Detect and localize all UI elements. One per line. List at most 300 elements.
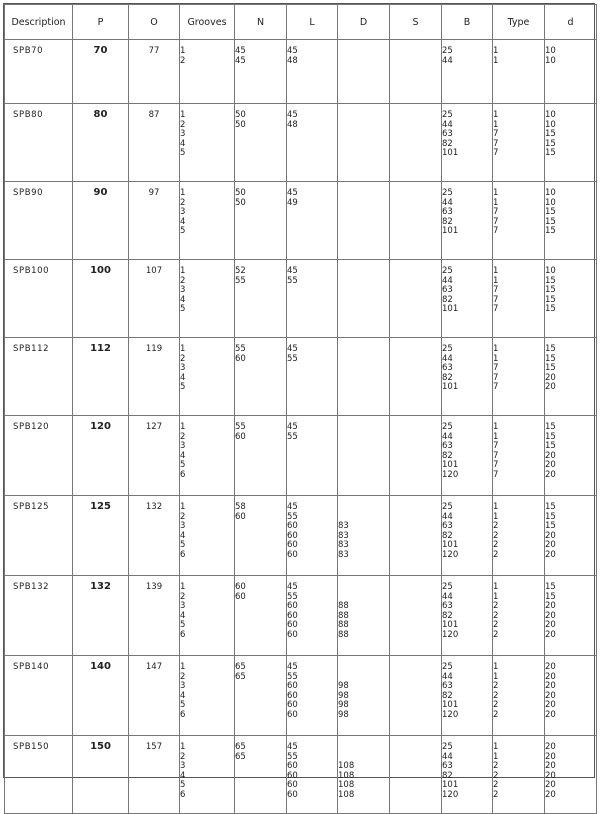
p-cell: 90 bbox=[73, 182, 129, 260]
grooves-cell-value: 3 bbox=[180, 601, 186, 612]
d-lower-cell-value: 15 bbox=[545, 353, 556, 364]
d-lower-cell bbox=[545, 40, 597, 104]
type-cell-value: 7 bbox=[493, 138, 499, 149]
description-cell: SPB125 bbox=[5, 496, 73, 576]
d-upper-cell-value: 88 bbox=[338, 629, 349, 640]
b-cell-value: 44 bbox=[442, 591, 453, 602]
d-upper-cell bbox=[338, 338, 390, 416]
n-cell-value: 55 bbox=[235, 422, 246, 432]
o-cell: 119 bbox=[129, 338, 180, 416]
o-cell: 132 bbox=[129, 496, 180, 576]
type-cell-value: 2 bbox=[493, 709, 499, 720]
type-cell-value: 2 bbox=[493, 690, 499, 701]
grooves-cell-value: 6 bbox=[180, 469, 186, 480]
b-cell-value: 44 bbox=[442, 197, 453, 208]
type-cell-value: 7 bbox=[493, 207, 499, 218]
b-cell-value: 44 bbox=[442, 119, 453, 130]
l-cell-value: 45 bbox=[287, 662, 298, 672]
l-cell bbox=[287, 416, 338, 496]
o-cell: 157 bbox=[129, 736, 180, 814]
d-lower-cell-value: 15 bbox=[545, 285, 556, 296]
d-upper-cell-value: 98 bbox=[338, 681, 349, 692]
d-lower-cell-value: 10 bbox=[545, 46, 556, 56]
d-lower-cell-value: 20 bbox=[545, 770, 556, 781]
d-lower-cell-value: 20 bbox=[545, 671, 556, 682]
description-cell: SPB90 bbox=[5, 182, 73, 260]
d-upper-cell-value: 88 bbox=[338, 610, 349, 621]
d-lower-cell-value: 20 bbox=[545, 709, 556, 720]
b-cell-value: 63 bbox=[442, 363, 453, 374]
n-cell bbox=[235, 182, 287, 260]
b-cell-value: 101 bbox=[442, 780, 459, 791]
s-cell bbox=[390, 338, 442, 416]
b-cell-value: 63 bbox=[442, 285, 453, 296]
n-cell-value: 50 bbox=[235, 110, 246, 120]
d-lower-cell-value: 15 bbox=[545, 521, 556, 532]
l-cell-value: 60 bbox=[287, 521, 298, 532]
type-cell-value: 7 bbox=[493, 226, 499, 237]
l-cell-value: 60 bbox=[287, 549, 298, 560]
b-cell-value: 63 bbox=[442, 129, 453, 140]
d-lower-cell-value: 15 bbox=[545, 148, 556, 159]
l-cell-value: 60 bbox=[287, 620, 298, 631]
p-cell: 70 bbox=[73, 40, 129, 104]
table-row bbox=[5, 260, 597, 338]
b-cell-value: 25 bbox=[442, 188, 453, 198]
d-upper-cell-value: 83 bbox=[338, 540, 349, 551]
grooves-cell-value: 1 bbox=[180, 188, 186, 198]
d-upper-cell-value: 108 bbox=[338, 761, 355, 772]
header-row bbox=[5, 5, 597, 40]
n-cell-value: 52 bbox=[235, 266, 246, 276]
d-upper-cell-value: 83 bbox=[338, 549, 349, 560]
d-upper-cell-value bbox=[338, 743, 389, 753]
header-n: N bbox=[235, 5, 287, 40]
l-cell-value: 55 bbox=[287, 353, 298, 364]
b-cell-value: 82 bbox=[442, 530, 453, 541]
d-lower-cell bbox=[545, 496, 597, 576]
d-lower-cell-value: 20 bbox=[545, 662, 556, 672]
type-cell-value: 1 bbox=[493, 671, 499, 682]
grooves-cell-value: 2 bbox=[180, 119, 186, 130]
b-cell-value: 44 bbox=[442, 671, 453, 682]
n-cell bbox=[235, 338, 287, 416]
n-cell bbox=[235, 576, 287, 656]
type-cell-value: 1 bbox=[493, 582, 499, 592]
b-cell-value: 120 bbox=[442, 789, 459, 800]
type-cell bbox=[493, 416, 545, 496]
grooves-cell-value: 4 bbox=[180, 610, 186, 621]
d-upper-cell-value: 83 bbox=[338, 530, 349, 541]
b-cell-value: 82 bbox=[442, 770, 453, 781]
l-cell-value: 60 bbox=[287, 629, 298, 640]
d-lower-cell-value: 15 bbox=[545, 129, 556, 140]
l-cell-value: 55 bbox=[287, 275, 298, 286]
d-lower-cell-value: 15 bbox=[545, 582, 556, 592]
type-cell-value: 1 bbox=[493, 591, 499, 602]
description-cell: SPB112 bbox=[5, 338, 73, 416]
b-cell-value: 25 bbox=[442, 422, 453, 432]
b-cell-value: 63 bbox=[442, 521, 453, 532]
grooves-cell bbox=[180, 182, 235, 260]
o-cell: 97 bbox=[129, 182, 180, 260]
grooves-cell-value: 4 bbox=[180, 294, 186, 305]
n-cell-value: 45 bbox=[235, 46, 246, 56]
type-cell-value: 1 bbox=[493, 110, 499, 120]
type-cell-value: 7 bbox=[493, 450, 499, 461]
type-cell-value: 1 bbox=[493, 742, 499, 752]
grooves-cell-value: 1 bbox=[180, 662, 186, 672]
n-cell-value: 65 bbox=[235, 662, 246, 672]
s-cell bbox=[390, 416, 442, 496]
b-cell-value: 101 bbox=[442, 304, 459, 315]
l-cell-value: 48 bbox=[287, 119, 298, 130]
d-upper-cell bbox=[338, 736, 390, 814]
l-cell-value: 55 bbox=[287, 511, 298, 522]
l-cell-value: 60 bbox=[287, 610, 298, 621]
b-cell bbox=[442, 104, 493, 182]
l-cell bbox=[287, 182, 338, 260]
type-cell bbox=[493, 40, 545, 104]
o-cell: 87 bbox=[129, 104, 180, 182]
b-cell-value: 82 bbox=[442, 294, 453, 305]
d-upper-cell bbox=[338, 104, 390, 182]
p-cell: 125 bbox=[73, 496, 129, 576]
s-cell bbox=[390, 656, 442, 736]
d-upper-cell-value bbox=[338, 663, 389, 673]
grooves-cell bbox=[180, 656, 235, 736]
b-cell-value: 101 bbox=[442, 540, 459, 551]
d-upper-cell-value bbox=[338, 583, 389, 593]
b-cell-value: 120 bbox=[442, 469, 459, 480]
p-cell: 100 bbox=[73, 260, 129, 338]
l-cell bbox=[287, 260, 338, 338]
b-cell bbox=[442, 338, 493, 416]
grooves-cell-value: 1 bbox=[180, 266, 186, 276]
grooves-cell-value: 6 bbox=[180, 709, 186, 720]
d-lower-cell-value: 20 bbox=[545, 789, 556, 800]
d-upper-cell bbox=[338, 40, 390, 104]
d-lower-cell-value: 20 bbox=[545, 469, 556, 480]
d-lower-cell-value: 10 bbox=[545, 188, 556, 198]
type-cell-value: 1 bbox=[493, 344, 499, 354]
header-b: B bbox=[442, 5, 493, 40]
type-cell-value: 7 bbox=[493, 372, 499, 383]
d-lower-cell-value: 10 bbox=[545, 266, 556, 276]
grooves-cell-value: 4 bbox=[180, 138, 186, 149]
grooves-cell-value: 3 bbox=[180, 285, 186, 296]
b-cell-value: 63 bbox=[442, 681, 453, 692]
d-lower-cell bbox=[545, 104, 597, 182]
n-cell bbox=[235, 40, 287, 104]
type-cell-value: 1 bbox=[493, 266, 499, 276]
b-cell-value: 44 bbox=[442, 353, 453, 364]
b-cell-value: 63 bbox=[442, 441, 453, 452]
type-cell-value: 1 bbox=[493, 502, 499, 512]
d-lower-cell-value: 10 bbox=[545, 110, 556, 120]
d-upper-cell-value bbox=[338, 503, 389, 513]
description-cell: SPB80 bbox=[5, 104, 73, 182]
n-cell-value: 60 bbox=[235, 582, 246, 592]
n-cell-value: 60 bbox=[235, 431, 246, 442]
d-lower-cell-value: 20 bbox=[545, 629, 556, 640]
header-p: P bbox=[73, 5, 129, 40]
d-lower-cell-value: 15 bbox=[545, 138, 556, 149]
grooves-cell bbox=[180, 496, 235, 576]
d-lower-cell-value: 15 bbox=[545, 294, 556, 305]
d-lower-cell-value: 15 bbox=[545, 207, 556, 218]
grooves-cell-value: 4 bbox=[180, 770, 186, 781]
d-lower-cell-value: 20 bbox=[545, 681, 556, 692]
grooves-cell-value: 6 bbox=[180, 629, 186, 640]
d-lower-cell-value: 20 bbox=[545, 450, 556, 461]
b-cell-value: 120 bbox=[442, 709, 459, 720]
type-cell-value: 2 bbox=[493, 521, 499, 532]
grooves-cell-value: 1 bbox=[180, 742, 186, 752]
grooves-cell bbox=[180, 104, 235, 182]
grooves-cell-value: 3 bbox=[180, 129, 186, 140]
header-d-lower: d bbox=[545, 5, 597, 40]
l-cell-value: 45 bbox=[287, 46, 298, 56]
d-lower-cell-value: 15 bbox=[545, 344, 556, 354]
b-cell-value: 25 bbox=[442, 662, 453, 672]
s-cell bbox=[390, 40, 442, 104]
d-lower-cell-value: 20 bbox=[545, 690, 556, 701]
b-cell-value: 101 bbox=[442, 148, 459, 159]
d-lower-cell-value: 20 bbox=[545, 540, 556, 551]
n-cell bbox=[235, 104, 287, 182]
grooves-cell-value: 3 bbox=[180, 207, 186, 218]
type-cell-value: 1 bbox=[493, 119, 499, 130]
type-cell-value: 1 bbox=[493, 431, 499, 442]
l-cell-value: 55 bbox=[287, 751, 298, 762]
d-upper-cell bbox=[338, 656, 390, 736]
table-row bbox=[5, 104, 597, 182]
b-cell-value: 101 bbox=[442, 382, 459, 393]
d-lower-cell-value: 15 bbox=[545, 275, 556, 286]
o-cell: 127 bbox=[129, 416, 180, 496]
o-cell: 107 bbox=[129, 260, 180, 338]
o-cell: 77 bbox=[129, 40, 180, 104]
type-cell-value: 1 bbox=[493, 422, 499, 432]
grooves-cell-value: 1 bbox=[180, 344, 186, 354]
s-cell bbox=[390, 260, 442, 338]
l-cell-value: 60 bbox=[287, 530, 298, 541]
n-cell-value: 58 bbox=[235, 502, 246, 512]
table-row bbox=[5, 40, 597, 104]
type-cell-value: 2 bbox=[493, 780, 499, 791]
l-cell-value: 45 bbox=[287, 742, 298, 752]
b-cell-value: 101 bbox=[442, 700, 459, 711]
grooves-cell-value: 4 bbox=[180, 450, 186, 461]
b-cell-value: 63 bbox=[442, 761, 453, 772]
grooves-cell-value: 2 bbox=[180, 275, 186, 286]
type-cell-value: 1 bbox=[493, 751, 499, 762]
b-cell-value: 82 bbox=[442, 138, 453, 149]
l-cell-value: 45 bbox=[287, 188, 298, 198]
n-cell-value: 55 bbox=[235, 275, 246, 286]
b-cell-value: 101 bbox=[442, 226, 459, 237]
type-cell bbox=[493, 104, 545, 182]
description-cell: SPB132 bbox=[5, 576, 73, 656]
d-upper-cell-value: 108 bbox=[338, 780, 355, 791]
table-row bbox=[5, 496, 597, 576]
b-cell bbox=[442, 182, 493, 260]
d-lower-cell bbox=[545, 182, 597, 260]
n-cell bbox=[235, 736, 287, 814]
n-cell-value: 65 bbox=[235, 671, 246, 682]
d-lower-cell bbox=[545, 416, 597, 496]
b-cell-value: 25 bbox=[442, 344, 453, 354]
d-lower-cell bbox=[545, 338, 597, 416]
d-lower-cell-value: 15 bbox=[545, 226, 556, 237]
header-description: Description bbox=[5, 5, 73, 40]
n-cell-value: 60 bbox=[235, 511, 246, 522]
b-cell-value: 101 bbox=[442, 460, 459, 471]
d-lower-cell-value: 15 bbox=[545, 304, 556, 315]
s-cell bbox=[390, 182, 442, 260]
type-cell-value: 2 bbox=[493, 761, 499, 772]
n-cell-value: 60 bbox=[235, 591, 246, 602]
type-cell-value: 2 bbox=[493, 770, 499, 781]
l-cell bbox=[287, 656, 338, 736]
d-lower-cell-value: 20 bbox=[545, 372, 556, 383]
d-lower-cell-value: 15 bbox=[545, 363, 556, 374]
b-cell-value: 82 bbox=[442, 690, 453, 701]
header-d-upper: D bbox=[338, 5, 390, 40]
table-row bbox=[5, 576, 597, 656]
grooves-cell-value: 2 bbox=[180, 431, 186, 442]
type-cell-value: 7 bbox=[493, 129, 499, 140]
l-cell-value: 45 bbox=[287, 266, 298, 276]
grooves-cell bbox=[180, 40, 235, 104]
grooves-cell bbox=[180, 736, 235, 814]
d-upper-cell bbox=[338, 416, 390, 496]
type-cell-value: 1 bbox=[493, 46, 499, 56]
n-cell bbox=[235, 656, 287, 736]
type-cell-value: 1 bbox=[493, 197, 499, 208]
grooves-cell-value: 2 bbox=[180, 511, 186, 522]
type-cell-value: 7 bbox=[493, 382, 499, 393]
type-cell-value: 1 bbox=[493, 188, 499, 198]
b-cell bbox=[442, 736, 493, 814]
grooves-cell-value: 1 bbox=[180, 422, 186, 432]
type-cell bbox=[493, 260, 545, 338]
d-lower-cell bbox=[545, 260, 597, 338]
o-cell: 147 bbox=[129, 656, 180, 736]
b-cell-value: 101 bbox=[442, 620, 459, 631]
table-row bbox=[5, 338, 597, 416]
l-cell-value: 45 bbox=[287, 502, 298, 512]
n-cell-value: 65 bbox=[235, 751, 246, 762]
l-cell bbox=[287, 736, 338, 814]
d-upper-cell-value: 98 bbox=[338, 709, 349, 720]
n-cell-value: 50 bbox=[235, 197, 246, 208]
p-cell: 112 bbox=[73, 338, 129, 416]
l-cell bbox=[287, 104, 338, 182]
n-cell bbox=[235, 496, 287, 576]
spec-table-sheet bbox=[3, 3, 595, 800]
description-cell: SPB100 bbox=[5, 260, 73, 338]
l-cell-value: 45 bbox=[287, 422, 298, 432]
description-cell: SPB70 bbox=[5, 40, 73, 104]
type-cell bbox=[493, 656, 545, 736]
grooves-cell-value: 5 bbox=[180, 780, 186, 791]
b-cell bbox=[442, 260, 493, 338]
type-cell-value: 2 bbox=[493, 789, 499, 800]
grooves-cell-value: 1 bbox=[180, 46, 186, 56]
b-cell-value: 82 bbox=[442, 450, 453, 461]
d-upper-cell-value: 108 bbox=[338, 770, 355, 781]
type-cell-value: 7 bbox=[493, 216, 499, 227]
grooves-cell-value: 5 bbox=[180, 620, 186, 631]
grooves-cell-value: 5 bbox=[180, 226, 186, 237]
d-lower-cell-value: 20 bbox=[545, 530, 556, 541]
d-upper-cell-value: 108 bbox=[338, 789, 355, 800]
d-lower-cell-value: 20 bbox=[545, 382, 556, 393]
type-cell-value: 1 bbox=[493, 511, 499, 522]
l-cell-value: 60 bbox=[287, 540, 298, 551]
d-upper-cell bbox=[338, 182, 390, 260]
type-cell-value: 7 bbox=[493, 148, 499, 159]
l-cell-value: 60 bbox=[287, 681, 298, 692]
grooves-cell-value: 4 bbox=[180, 530, 186, 541]
grooves-cell-value: 1 bbox=[180, 582, 186, 592]
grooves-cell-value: 3 bbox=[180, 681, 186, 692]
n-cell-value: 55 bbox=[235, 344, 246, 354]
d-upper-cell bbox=[338, 576, 390, 656]
p-cell: 150 bbox=[73, 736, 129, 814]
grooves-cell-value: 1 bbox=[180, 110, 186, 120]
pulley-spec-table bbox=[4, 4, 597, 814]
d-lower-cell-value: 20 bbox=[545, 620, 556, 631]
n-cell-value: 60 bbox=[235, 353, 246, 364]
type-cell-value: 1 bbox=[493, 662, 499, 672]
grooves-cell-value: 4 bbox=[180, 372, 186, 383]
grooves-cell-value: 5 bbox=[180, 460, 186, 471]
type-cell-value: 2 bbox=[493, 540, 499, 551]
b-cell-value: 82 bbox=[442, 216, 453, 227]
header-o: O bbox=[129, 5, 180, 40]
type-cell bbox=[493, 182, 545, 260]
b-cell-value: 44 bbox=[442, 275, 453, 286]
description-cell: SPB140 bbox=[5, 656, 73, 736]
d-lower-cell-value: 20 bbox=[545, 761, 556, 772]
n-cell bbox=[235, 416, 287, 496]
b-cell-value: 63 bbox=[442, 207, 453, 218]
l-cell-value: 45 bbox=[287, 582, 298, 592]
grooves-cell-value: 3 bbox=[180, 761, 186, 772]
d-upper-cell-value: 88 bbox=[338, 620, 349, 631]
l-cell-value: 45 bbox=[287, 344, 298, 354]
s-cell bbox=[390, 104, 442, 182]
type-cell-value: 2 bbox=[493, 629, 499, 640]
b-cell-value: 25 bbox=[442, 582, 453, 592]
d-lower-cell-value: 15 bbox=[545, 591, 556, 602]
n-cell bbox=[235, 260, 287, 338]
s-cell bbox=[390, 576, 442, 656]
d-lower-cell-value: 15 bbox=[545, 511, 556, 522]
grooves-cell-value: 6 bbox=[180, 549, 186, 560]
type-cell-value: 7 bbox=[493, 304, 499, 315]
type-cell-value: 7 bbox=[493, 294, 499, 305]
p-cell: 80 bbox=[73, 104, 129, 182]
d-lower-cell-value: 10 bbox=[545, 119, 556, 130]
d-lower-cell-value: 15 bbox=[545, 502, 556, 512]
l-cell-value: 48 bbox=[287, 55, 298, 66]
b-cell bbox=[442, 416, 493, 496]
type-cell-value: 7 bbox=[493, 469, 499, 480]
